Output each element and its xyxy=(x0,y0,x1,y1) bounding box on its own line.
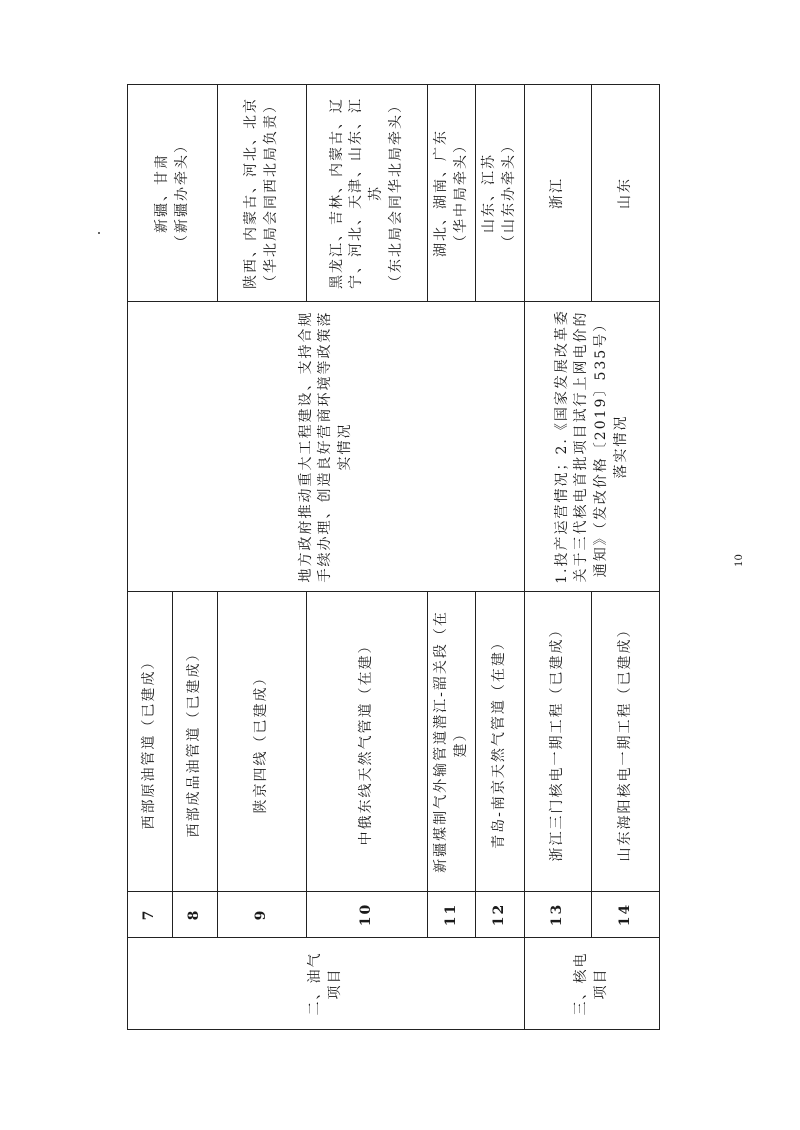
project-name: 中俄东线天然气管道（在建） xyxy=(307,592,428,892)
scan-dot xyxy=(98,232,100,234)
project-name: 青岛-南京天然气管道（在建） xyxy=(476,592,525,892)
rotated-table-container xyxy=(127,85,659,1030)
responsible-lead: （新疆办牵头） xyxy=(173,137,190,249)
table-row xyxy=(128,85,173,1030)
responsible-regions: 湖北、湖南、广东 xyxy=(432,129,449,257)
project-name: 山东海阳核电一期工程（已建成） xyxy=(592,592,660,892)
row-number: 11 xyxy=(428,892,476,938)
row-number: 9 xyxy=(218,892,307,938)
responsible-regions: 山东、江苏 xyxy=(481,153,498,233)
responsible-lead: （华中局牵头） xyxy=(452,137,469,249)
row-number: 10 xyxy=(307,892,428,938)
responsible-r9 xyxy=(218,85,307,302)
responsible-lead: （山东办牵头） xyxy=(501,137,517,249)
project-name: 陕京四线（已建成） xyxy=(218,592,307,892)
responsible-regions: 浙江 xyxy=(549,177,566,209)
project-name: 西部原油管道（已建成） xyxy=(128,592,173,892)
row-number: 7 xyxy=(128,892,173,938)
project-name: 新疆煤制气外输管道潜江-韶关段（在建） xyxy=(428,592,476,892)
category-oil-gas: 二、油气项目 xyxy=(128,938,525,1030)
content-oil-gas: 地方政府推动重大工程建设、支持合规手续办理、创造良好营商环境等政策落实情况 xyxy=(128,302,525,592)
responsible-regions: 黑龙江、吉林、内蒙古、辽宁、河北、天津、山东、江苏 xyxy=(328,97,384,289)
responsible-r10 xyxy=(307,85,428,302)
responsible-r11 xyxy=(428,85,476,302)
project-name: 西部成品油管道（已建成） xyxy=(173,592,218,892)
responsible-r14 xyxy=(592,85,660,302)
row-number: 12 xyxy=(476,892,525,938)
responsible-regions: 陕西、内蒙古、河北、北京 xyxy=(243,97,260,289)
responsible-r13 xyxy=(525,85,592,302)
project-table xyxy=(127,84,660,1030)
responsible-regions: 新疆、甘肃 xyxy=(153,153,170,233)
page-number: 10 xyxy=(733,554,745,567)
table-row xyxy=(525,85,592,1030)
category-nuclear: 三、核电项目 xyxy=(525,938,660,1030)
responsible-lead: （东北局会同华北局牵头） xyxy=(387,97,404,289)
row-number: 14 xyxy=(592,892,660,938)
project-name: 浙江三门核电一期工程（已建成） xyxy=(525,592,592,892)
content-nuclear: 1.投产运营情况；2.《国家发展改革委关于三代核电首批项目试行上网电价的通知》（发改价格〔2019〕535号）落实情况 xyxy=(525,302,660,592)
row-number: 13 xyxy=(525,892,592,938)
responsible-r12 xyxy=(476,85,525,302)
row-number: 8 xyxy=(173,892,218,938)
responsible-lead: （华北局会同西北局负责） xyxy=(263,97,279,289)
responsible-r7-8 xyxy=(128,85,218,302)
responsible-regions: 山东 xyxy=(616,177,633,209)
